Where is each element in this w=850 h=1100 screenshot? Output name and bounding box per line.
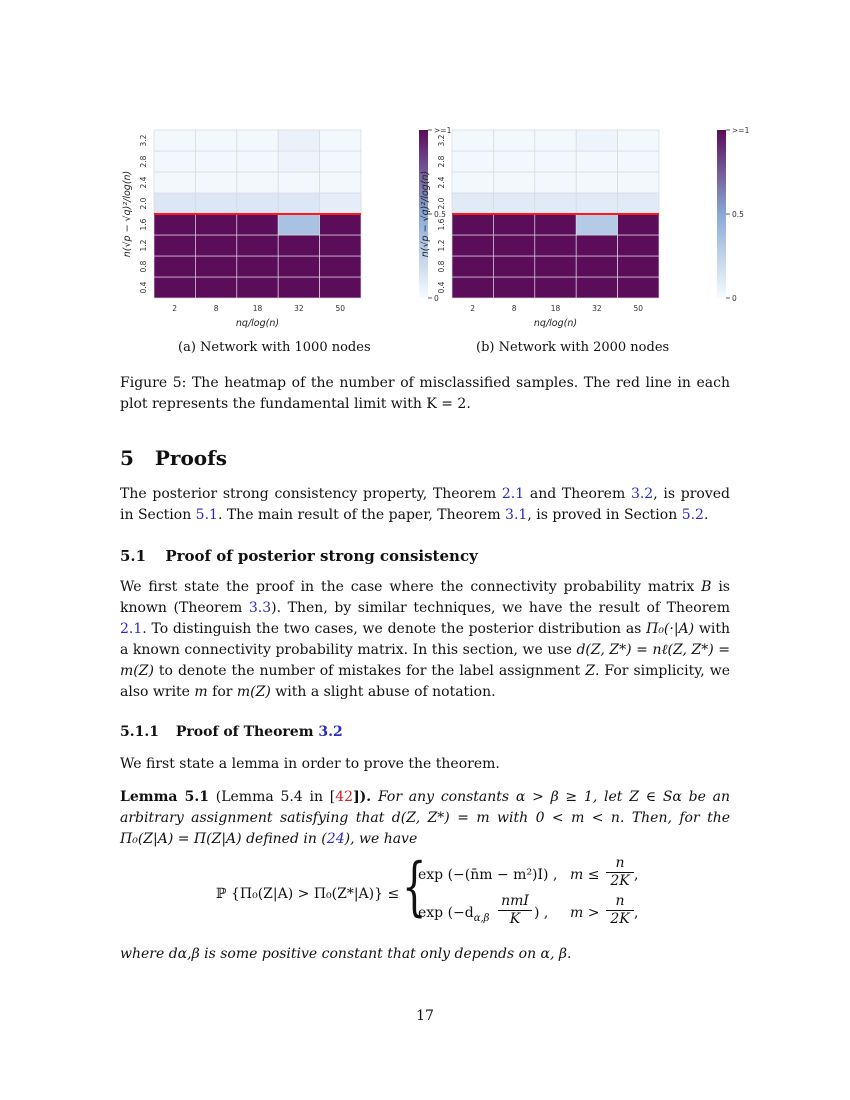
x-tick-label: 8 bbox=[511, 304, 517, 313]
subsubsection-heading bbox=[120, 724, 343, 740]
x-axis-label: nq/log(n) bbox=[533, 318, 578, 329]
heatmap-cell bbox=[535, 214, 576, 235]
x-tick-label: 50 bbox=[633, 304, 644, 313]
y-tick-label: 0.8 bbox=[437, 260, 446, 273]
heatmap-cell bbox=[535, 151, 576, 172]
colorbar-tick-label: 0.5 bbox=[434, 210, 446, 219]
heatmap-cell bbox=[576, 256, 617, 277]
heatmap-cell bbox=[535, 130, 576, 151]
x-tick-label: 2 bbox=[172, 304, 178, 313]
heatmap-cell bbox=[452, 151, 493, 172]
intro-text-6: . bbox=[703, 507, 709, 523]
heatmap-cell bbox=[493, 214, 534, 235]
case1-condition: m ≤ bbox=[570, 867, 600, 883]
y-tick-label: 2.8 bbox=[139, 155, 148, 168]
heatmap-cell bbox=[237, 277, 278, 298]
y-tick-label: 1.2 bbox=[437, 239, 446, 252]
heatmap-cell bbox=[535, 172, 576, 193]
heatmap-cell bbox=[195, 130, 236, 151]
lemma-source-pre: (Lemma 5.4 in [ bbox=[215, 789, 336, 805]
heatmap-cell bbox=[320, 172, 361, 193]
colorbar-tick-label: 0 bbox=[732, 294, 737, 303]
intro-text-5: , is proved in Section bbox=[527, 507, 682, 523]
case1-numerator: n bbox=[606, 855, 634, 873]
ref-theorem-3-2b[interactable]: 3.2 bbox=[318, 724, 343, 740]
subsubsection-number: 5.1.1 bbox=[120, 724, 159, 740]
colorbar-tick-label: 0.5 bbox=[732, 210, 744, 219]
case1-denominator: 2K bbox=[610, 873, 630, 889]
subsection-paragraph bbox=[120, 577, 730, 703]
heatmap-cell bbox=[452, 256, 493, 277]
heatmap-cell bbox=[452, 277, 493, 298]
heatmap-cell bbox=[452, 172, 493, 193]
figure-caption bbox=[120, 373, 730, 415]
heatmap-a bbox=[112, 118, 452, 358]
page-number: 17 bbox=[416, 1008, 434, 1024]
intro-text-2: and Theorem bbox=[524, 486, 631, 502]
heatmap-cell bbox=[320, 235, 361, 256]
lemma-text-2: ), we have bbox=[344, 831, 418, 847]
subsection-title: Proof of posterior strong consistency bbox=[165, 547, 478, 565]
heatmap-cell bbox=[320, 277, 361, 298]
math-distance: d(Z, Z*) = nℓ(Z, Z*) = m(Z) bbox=[120, 642, 731, 679]
heatmap-cell bbox=[278, 130, 319, 151]
heatmap-cell bbox=[618, 172, 659, 193]
math-B: B bbox=[701, 579, 712, 595]
heatmap-cell bbox=[493, 256, 534, 277]
case1-fraction bbox=[606, 855, 634, 890]
sub-text-9: with a slight abuse of notation. bbox=[270, 684, 496, 700]
section-number: 5 bbox=[120, 446, 134, 470]
case2-numerator: nmI bbox=[498, 893, 532, 911]
intro-text-4: . The main result of the paper, Theorem bbox=[217, 507, 506, 523]
heatmap-cell bbox=[320, 130, 361, 151]
sub-text-4: . To distinguish the two cases, we denote the posterior distribution as bbox=[142, 621, 647, 637]
heatmap-cell bbox=[237, 193, 278, 214]
y-axis-label: n(√p − √q)²/log(n) bbox=[122, 170, 133, 258]
heatmap-cell bbox=[237, 151, 278, 172]
heatmap-cell bbox=[535, 277, 576, 298]
display-equation bbox=[0, 850, 850, 935]
heatmap-cell bbox=[493, 151, 534, 172]
x-tick-label: 18 bbox=[550, 304, 561, 313]
x-tick-label: 32 bbox=[294, 304, 304, 313]
heatmap-cell bbox=[576, 193, 617, 214]
y-axis-label: n(√p − √q)²/log(n) bbox=[420, 170, 431, 258]
section-title: Proofs bbox=[154, 446, 228, 470]
y-tick-label: 2.4 bbox=[139, 176, 148, 189]
math-pi0: Π₀(·|A) bbox=[646, 621, 695, 637]
subsubsection-title-text: Proof of Theorem bbox=[175, 724, 319, 740]
ref-section-5-1[interactable]: 5.1 bbox=[195, 507, 218, 523]
heatmap-cell bbox=[195, 256, 236, 277]
ref-theorem-2-1[interactable]: 2.1 bbox=[501, 486, 525, 502]
figure-a bbox=[112, 118, 452, 358]
heatmap-cell bbox=[237, 172, 278, 193]
heatmap-cell bbox=[320, 193, 361, 214]
figure-b bbox=[410, 118, 750, 358]
heatmap-b bbox=[410, 118, 750, 358]
case2-condition: m > bbox=[570, 905, 600, 921]
heatmap-cell bbox=[278, 214, 319, 235]
heatmap-cell bbox=[237, 130, 278, 151]
case1-comma: , bbox=[634, 867, 639, 883]
math-m: m bbox=[194, 684, 208, 700]
heatmap-cell bbox=[576, 151, 617, 172]
heatmap-cell bbox=[618, 130, 659, 151]
equation-lhs: ℙ {Π₀(Z|A) > Π₀(Z*|A)} ≤ bbox=[216, 886, 400, 902]
heatmap-cell bbox=[195, 193, 236, 214]
x-axis-label: nq/log(n) bbox=[235, 318, 280, 329]
heatmap-cell bbox=[618, 256, 659, 277]
heatmap-cell bbox=[237, 214, 278, 235]
case2-cond-fraction bbox=[606, 893, 634, 928]
y-tick-label: 1.6 bbox=[139, 218, 148, 231]
heatmap-cell bbox=[618, 151, 659, 172]
heatmap-cell bbox=[195, 172, 236, 193]
y-tick-label: 0.4 bbox=[139, 281, 148, 294]
ref-section-5-2[interactable]: 5.2 bbox=[681, 507, 704, 523]
section-heading bbox=[120, 446, 227, 470]
colorbar-tick-label: 0 bbox=[434, 294, 439, 303]
y-tick-label: 0.4 bbox=[437, 281, 446, 294]
subcaption-a: (a) Network with 1000 nodes bbox=[178, 340, 371, 355]
intro-text-3: , is proved in Section bbox=[120, 486, 730, 523]
y-tick-label: 3.2 bbox=[437, 134, 446, 147]
heatmap-cell bbox=[154, 130, 195, 151]
heatmap-cell bbox=[576, 235, 617, 256]
heatmap-cell bbox=[535, 193, 576, 214]
x-tick-label: 18 bbox=[252, 304, 263, 313]
case2-cond-numerator: n bbox=[606, 893, 634, 911]
y-tick-label: 2.8 bbox=[437, 155, 446, 168]
heatmap-cell bbox=[320, 151, 361, 172]
heatmap-cell bbox=[493, 130, 534, 151]
case2-expression bbox=[418, 905, 489, 924]
case2-comma: , bbox=[634, 905, 639, 921]
math-Z: Z bbox=[585, 663, 595, 679]
heatmap-cell bbox=[618, 277, 659, 298]
heatmap-cell bbox=[154, 172, 195, 193]
y-tick-label: 2.4 bbox=[437, 176, 446, 189]
heatmap-cell bbox=[618, 214, 659, 235]
heatmap-cell bbox=[535, 256, 576, 277]
y-tick-label: 1.2 bbox=[139, 239, 148, 252]
sub-text-1: We first state the proof in the case where the connectivity probability matrix bbox=[120, 579, 702, 595]
heatmap-cell bbox=[320, 256, 361, 277]
case2-exp-pre: exp (−d bbox=[418, 905, 474, 921]
heatmap-cell bbox=[452, 130, 493, 151]
heatmap-cell bbox=[493, 172, 534, 193]
heatmap-cell bbox=[493, 277, 534, 298]
heatmap-cell bbox=[576, 130, 617, 151]
heatmap-cell bbox=[195, 214, 236, 235]
subsubsection-title bbox=[176, 724, 343, 740]
heatmap-cell bbox=[576, 172, 617, 193]
lemma-statement bbox=[120, 789, 730, 847]
case2-subscript: α,β bbox=[473, 912, 490, 924]
lemma-source-post: ]). bbox=[353, 789, 372, 805]
heatmap-cell bbox=[237, 235, 278, 256]
heatmap-cell bbox=[618, 193, 659, 214]
lemma-text-1: For any constants α > β ≥ 1, let Z ∈ Sα be an arbitrary assignment satisfying that d(Z, Z*) = m with 0 < m < n. Then, for the Π₀(Z|A) = Π(Z|A) defined in ( bbox=[120, 789, 731, 847]
heatmap-cell bbox=[576, 214, 617, 235]
lemma-tail bbox=[120, 944, 730, 965]
lemma-label: Lemma 5.1 bbox=[120, 789, 209, 805]
lemma-5-1 bbox=[120, 787, 730, 850]
heatmap-cell bbox=[278, 277, 319, 298]
figure-caption-label: Figure 5: bbox=[120, 375, 187, 391]
heatmap-cell bbox=[452, 235, 493, 256]
heatmap-cell bbox=[452, 214, 493, 235]
heatmap-cell bbox=[154, 151, 195, 172]
colorbar bbox=[717, 130, 726, 298]
cite-42[interactable]: 42 bbox=[335, 789, 354, 805]
y-tick-label: 1.6 bbox=[437, 218, 446, 231]
heatmap-cell bbox=[535, 235, 576, 256]
heatmap-cell bbox=[278, 193, 319, 214]
heatmap-cell bbox=[320, 214, 361, 235]
lemma-tail-text: where dα,β is some positive constant that only depends on α, β. bbox=[120, 946, 572, 962]
x-tick-label: 50 bbox=[335, 304, 346, 313]
heatmap-cell bbox=[278, 172, 319, 193]
sub-text-2: is known (Theorem bbox=[120, 579, 730, 616]
heatmap-cell bbox=[154, 235, 195, 256]
heatmap-cell bbox=[154, 214, 195, 235]
subsection-heading bbox=[120, 547, 478, 565]
subsection-number: 5.1 bbox=[120, 547, 147, 565]
sub-text-7: . For simplicity, we also write bbox=[120, 663, 731, 700]
case2-close: ) , bbox=[534, 905, 549, 921]
ref-theorem-2-1b[interactable]: 2.1 bbox=[120, 621, 143, 637]
heatmap-cell bbox=[278, 256, 319, 277]
heatmap-cell bbox=[154, 256, 195, 277]
case2-cond-denominator: 2K bbox=[610, 911, 630, 927]
ref-theorem-3-2[interactable]: 3.2 bbox=[630, 486, 654, 502]
heatmap-cell bbox=[576, 277, 617, 298]
heatmap-cell bbox=[278, 151, 319, 172]
colorbar-tick-label: >=1 bbox=[732, 126, 750, 135]
sub-text-6: to denote the number of mistakes for the label assignment bbox=[153, 663, 586, 679]
heatmap-cell bbox=[493, 235, 534, 256]
heatmap-cell bbox=[195, 235, 236, 256]
section-intro-paragraph bbox=[120, 484, 730, 526]
heatmap-cell bbox=[195, 277, 236, 298]
ref-eq-24[interactable]: 24 bbox=[326, 831, 345, 847]
case1-expression: exp (−(n̄m − m²)I) , bbox=[418, 867, 558, 883]
y-tick-label: 0.8 bbox=[139, 260, 148, 273]
cases-brace: { bbox=[402, 850, 427, 924]
heatmap-cell bbox=[493, 193, 534, 214]
x-tick-label: 32 bbox=[592, 304, 602, 313]
subsubsection-paragraph: We first state a lemma in order to prove the theorem. bbox=[120, 756, 500, 772]
heatmap-cell bbox=[154, 277, 195, 298]
colorbar-tick-label: >=1 bbox=[434, 126, 452, 135]
sub-text-3: ). Then, by similar techniques, we have the result of Theorem bbox=[271, 600, 730, 616]
x-tick-label: 8 bbox=[213, 304, 219, 313]
case2-denominator: K bbox=[509, 911, 521, 927]
sub-text-5: with a known connectivity probability matrix. In this section, we use bbox=[120, 621, 730, 658]
heatmap-cell bbox=[278, 235, 319, 256]
x-tick-label: 2 bbox=[470, 304, 476, 313]
figure-caption-text: The heatmap of the number of misclassified samples. The red line in each plot represents the fundamental limit with K = 2. bbox=[120, 375, 730, 412]
ref-theorem-3-1[interactable]: 3.1 bbox=[505, 507, 528, 523]
heatmap-cell bbox=[237, 256, 278, 277]
y-tick-label: 2.0 bbox=[139, 197, 148, 210]
sub-text-8: for bbox=[207, 684, 237, 700]
heatmap-cell bbox=[618, 235, 659, 256]
math-mZ: m(Z) bbox=[236, 684, 271, 700]
heatmap-cell bbox=[452, 193, 493, 214]
case2-fraction bbox=[498, 893, 532, 928]
ref-theorem-3-3[interactable]: 3.3 bbox=[248, 600, 272, 616]
heatmap-cell bbox=[154, 193, 195, 214]
y-tick-label: 3.2 bbox=[139, 134, 148, 147]
y-tick-label: 2.0 bbox=[437, 197, 446, 210]
subcaption-b: (b) Network with 2000 nodes bbox=[476, 340, 670, 355]
heatmap-cell bbox=[195, 151, 236, 172]
intro-text-1: The posterior strong consistency property, Theorem bbox=[120, 486, 502, 502]
